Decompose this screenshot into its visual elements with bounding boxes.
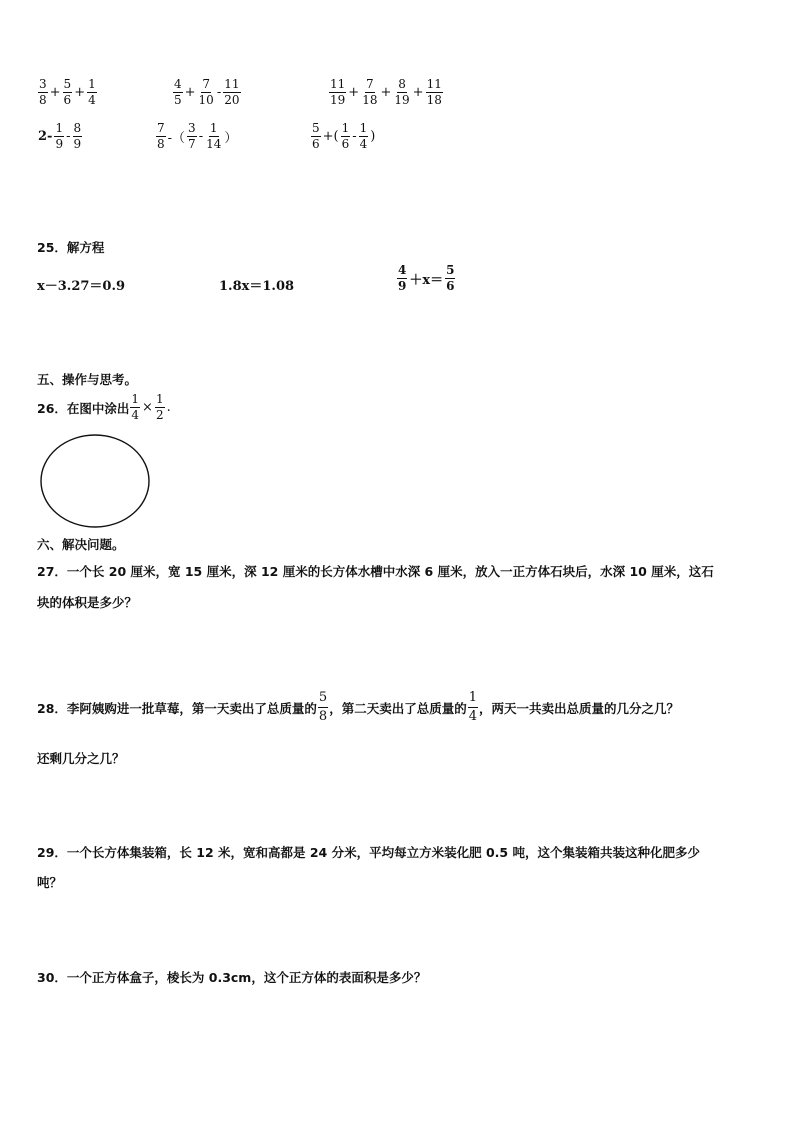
question-29-line2: 吨？ [37, 875, 63, 890]
fraction: $\frac{1}{6}$ [341, 121, 350, 151]
fraction: $\frac{1}{4}$ [131, 392, 140, 422]
fraction: $\frac{4}{5}$ [174, 77, 182, 107]
calc-row2-expr2: $\frac{7}{8}$ -（ $\frac{3}{7}$ - $\frac{1}{14}$ ） [157, 121, 238, 151]
calc-row2-expr3: $\frac{5}{6}$ +( $\frac{1}{6}$ - $\frac{1}{4}$ ) [312, 121, 376, 151]
fraction: $\frac{3}{7}$ [188, 121, 196, 151]
fraction: $\frac{1}{9}$ [55, 121, 64, 151]
fraction: $\frac{5}{8}$ [318, 690, 328, 724]
question-29-line1: 29．一个长方体集装箱，长 12 米，宽和高都是 24 分米，平均每立方米装化肥 0.5 吨，这个集装箱共装这种化肥多少 [37, 845, 700, 860]
fraction: $\frac{8}{9}$ [73, 121, 82, 151]
calc-row1-expr1: $\frac{3}{8}$ + $\frac{5}{6}$ + $\frac{1}{4}$ [39, 77, 96, 107]
question-28-line1: 28．李阿姨购进一批草莓，第一天卖出了总质量的 $\frac{5}{8}$ ，第二天卖出了总质量的 $\frac{1}{4}$ ，两天一共卖出总质量的几分之几？ [37, 690, 679, 724]
question-26: 26．在图中涂出 $\frac{1}{4}$ × $\frac{1}{2}$ . [37, 392, 171, 422]
question-27-line1: 27．一个长 20 厘米，宽 15 厘米，深 12 厘米的长方体水槽中水深 6 厘米，放入一正方体石块后，水深 10 厘米，这石 [37, 564, 714, 579]
equation-3: $\frac{4}{9}$ ＋x＝ $\frac{5}{6}$ [398, 263, 455, 293]
circle-shape [41, 435, 149, 527]
fraction: $\frac{3}{8}$ [39, 77, 47, 107]
fraction: $\frac{8}{19}$ [394, 77, 410, 107]
fraction: $\frac{11}{20}$ [224, 77, 240, 107]
fraction: $\frac{11}{18}$ [426, 77, 442, 107]
fraction: $\frac{5}{6}$ [446, 263, 455, 293]
fraction: $\frac{7}{10}$ [198, 77, 214, 107]
calc-row2-expr1: 2- $\frac{1}{9}$ - $\frac{8}{9}$ [38, 121, 82, 151]
question-30: 30．一个正方体盒子，棱长为 0.3cm，这个正方体的表面积是多少？ [37, 970, 427, 985]
fraction: $\frac{1}{4}$ [359, 121, 368, 151]
equation-1: x－3.27＝0.9 [37, 279, 126, 294]
question-27-line2: 块的体积是多少？ [37, 595, 138, 610]
fraction: $\frac{5}{6}$ [312, 121, 320, 151]
question-28-line2: 还剩几分之几？ [37, 751, 125, 766]
section-6-heading: 六、解决问题。 [37, 537, 125, 552]
circle-figure [38, 432, 154, 530]
fraction: $\frac{1}{4}$ [468, 690, 477, 724]
section-5-heading: 五、操作与思考。 [37, 372, 138, 387]
fraction: $\frac{1}{2}$ [155, 392, 164, 422]
equation-2: 1.8x＝1.08 [219, 279, 295, 294]
calc-row1-expr3: $\frac{11}{19}$ + $\frac{7}{18}$ + $\frac{8}{19}$ + $\frac{11}{18}$ [330, 77, 442, 107]
fraction: $\frac{11}{19}$ [330, 77, 346, 107]
fraction: $\frac{4}{9}$ [398, 263, 407, 293]
calc-row1-expr2: $\frac{4}{5}$ + $\frac{7}{10}$ - $\frac{11}{20}$ [174, 77, 240, 107]
fraction: $\frac{7}{18}$ [362, 77, 378, 107]
fraction: $\frac{5}{6}$ [63, 77, 72, 107]
fraction: $\frac{1}{14}$ [206, 121, 222, 151]
fraction: $\frac{7}{8}$ [157, 121, 165, 151]
fraction: $\frac{1}{4}$ [88, 77, 96, 107]
question-25-title: 25．解方程 [37, 240, 105, 255]
